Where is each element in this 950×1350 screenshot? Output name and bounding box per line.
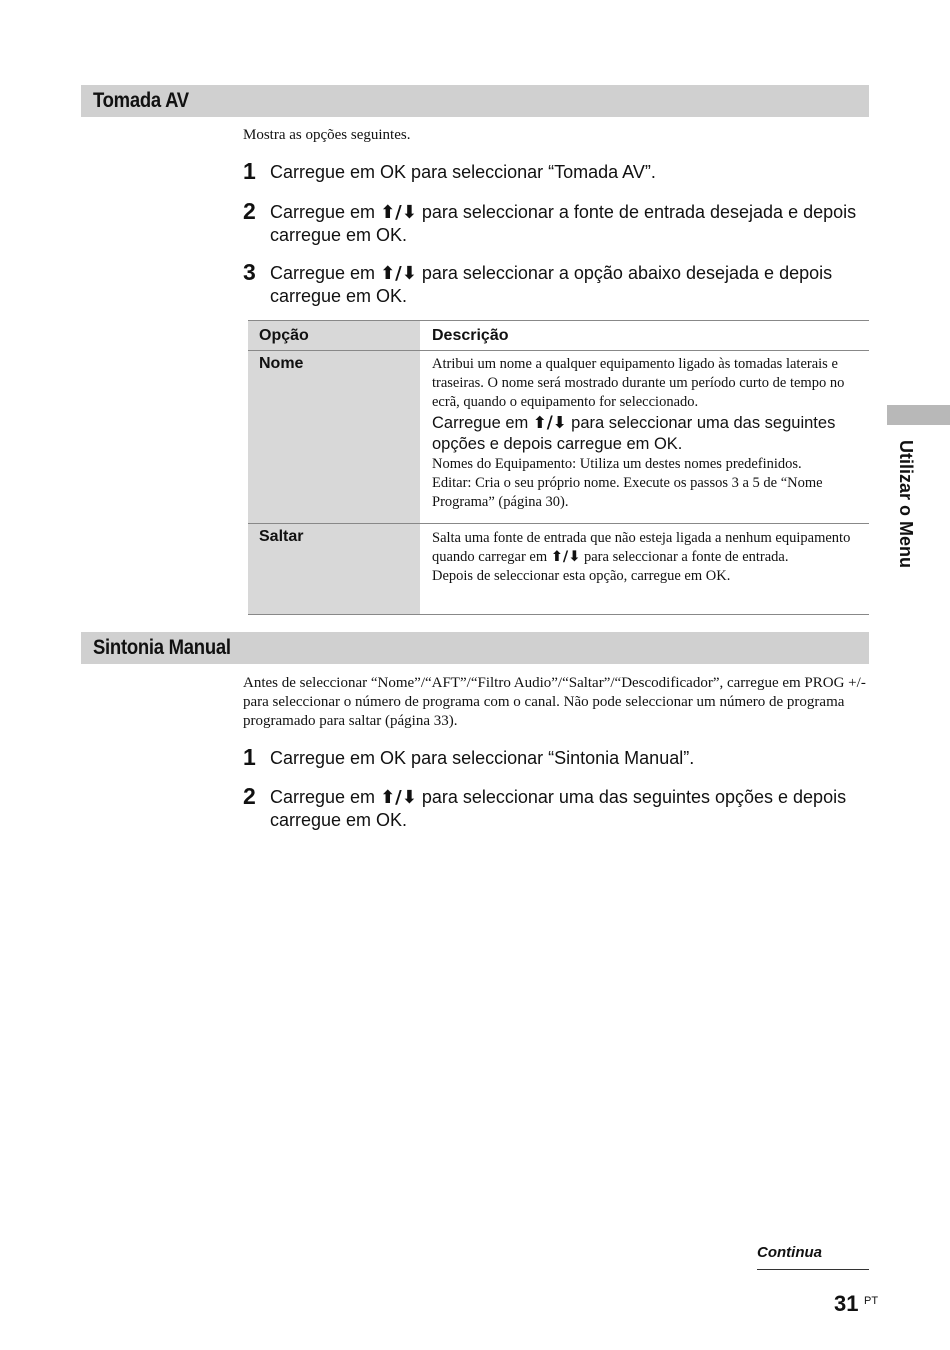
step-text — [270, 201, 869, 246]
description-text — [432, 529, 855, 567]
step-text-part: para seleccionar uma das seguintes opções e depois carregue em OK. — [270, 787, 847, 830]
step-number: 1 — [243, 744, 256, 770]
description-text: Editar: Cria o seu próprio nome. Execute os passos 3 a 5 de “Nome Programa” (página 30). — [432, 475, 823, 510]
table-row — [248, 524, 869, 615]
step-text-part: Carregue em — [270, 787, 381, 807]
step-text-part: Carregue em — [270, 202, 381, 222]
step-number: 3 — [243, 259, 256, 285]
option-name: Nome — [259, 355, 304, 372]
section-title: Sintonia Manual — [93, 636, 231, 659]
description-text: Atribui um nome a qualquer equipamento ligado às tomadas laterais e traseiras. O nome será mostrado durante um período curto de tempo no ecrã, quando o equipamento for seleccionado. — [432, 356, 845, 410]
step-1 — [243, 158, 869, 184]
step-number: 1 — [243, 158, 256, 184]
section-header-sintonia-manual — [81, 632, 869, 664]
up-down-arrow-icon: ⬆/⬇ — [380, 787, 417, 808]
step-2 — [243, 783, 869, 831]
description-text: Nomes do Equipamento: Utiliza um destes nomes predefinidos. — [432, 456, 802, 472]
description-part: para seleccionar uma das seguintes opções e depois carregue em OK. — [432, 414, 836, 453]
description-part: Carregue em — [432, 414, 533, 432]
continua-divider — [757, 1269, 869, 1270]
section-intro: Antes de seleccionar “Nome”/“AFT”/“Filtro Audio”/“Saltar”/“Descodificador”, carregue em PROG +/- para seleccionar o número de programa com o canal. Não pode seleccionar um número de programa programado para saltar (página 33). — [243, 675, 866, 729]
step-3 — [243, 259, 869, 307]
description-text: Depois de seleccionar esta opção, carregue em OK. — [432, 568, 731, 584]
side-chapter-text: Utilizar o Menu — [896, 440, 916, 569]
step-text: Carregue em OK para seleccionar “Sintonia Manual”. — [270, 748, 695, 768]
step-text-part: para seleccionar a fonte de entrada desejada e depois carregue em OK. — [270, 202, 857, 245]
description-cell — [420, 351, 869, 524]
table-row — [248, 351, 869, 524]
step-text-part: para seleccionar a opção abaixo desejada e depois carregue em OK. — [270, 263, 833, 306]
up-down-arrow-icon: ⬆/⬇ — [380, 202, 417, 223]
header-description: Descrição — [420, 321, 869, 351]
section-title: Tomada AV — [93, 89, 189, 112]
up-down-arrow-icon: ⬆/⬇ — [380, 263, 417, 284]
option-cell — [248, 524, 420, 615]
page-number: 31 — [834, 1291, 859, 1316]
up-down-arrow-icon: ⬆/⬇ — [550, 549, 581, 565]
section-intro: Mostra as opções seguintes. — [243, 127, 411, 143]
description-cell — [420, 524, 869, 615]
step-text-part: Carregue em — [270, 263, 381, 283]
description-part: Salta uma fonte de entrada que não esteja ligada a nenhum equipamento quando carregar em — [432, 530, 851, 565]
description-text — [432, 412, 861, 455]
option-name: Saltar — [259, 528, 304, 545]
description-part: para seleccionar a fonte de entrada. — [580, 549, 789, 565]
table-header-row — [248, 321, 869, 351]
step-text — [270, 262, 869, 307]
up-down-arrow-icon: ⬆/⬇ — [532, 413, 567, 432]
page-suffix: PT — [864, 1295, 879, 1307]
options-table — [248, 320, 869, 615]
step-2 — [243, 198, 869, 246]
side-tab-marker — [887, 405, 950, 425]
step-1 — [243, 744, 869, 770]
side-chapter-label — [888, 440, 916, 600]
step-number: 2 — [243, 198, 256, 224]
step-text — [270, 786, 869, 831]
header-option: Opção — [248, 321, 420, 351]
continua-label: Continua — [757, 1244, 822, 1261]
option-cell — [248, 351, 420, 524]
section-header-tomada-av — [81, 85, 869, 117]
step-text: Carregue em OK para seleccionar “Tomada AV”. — [270, 162, 656, 182]
step-number: 2 — [243, 783, 256, 809]
